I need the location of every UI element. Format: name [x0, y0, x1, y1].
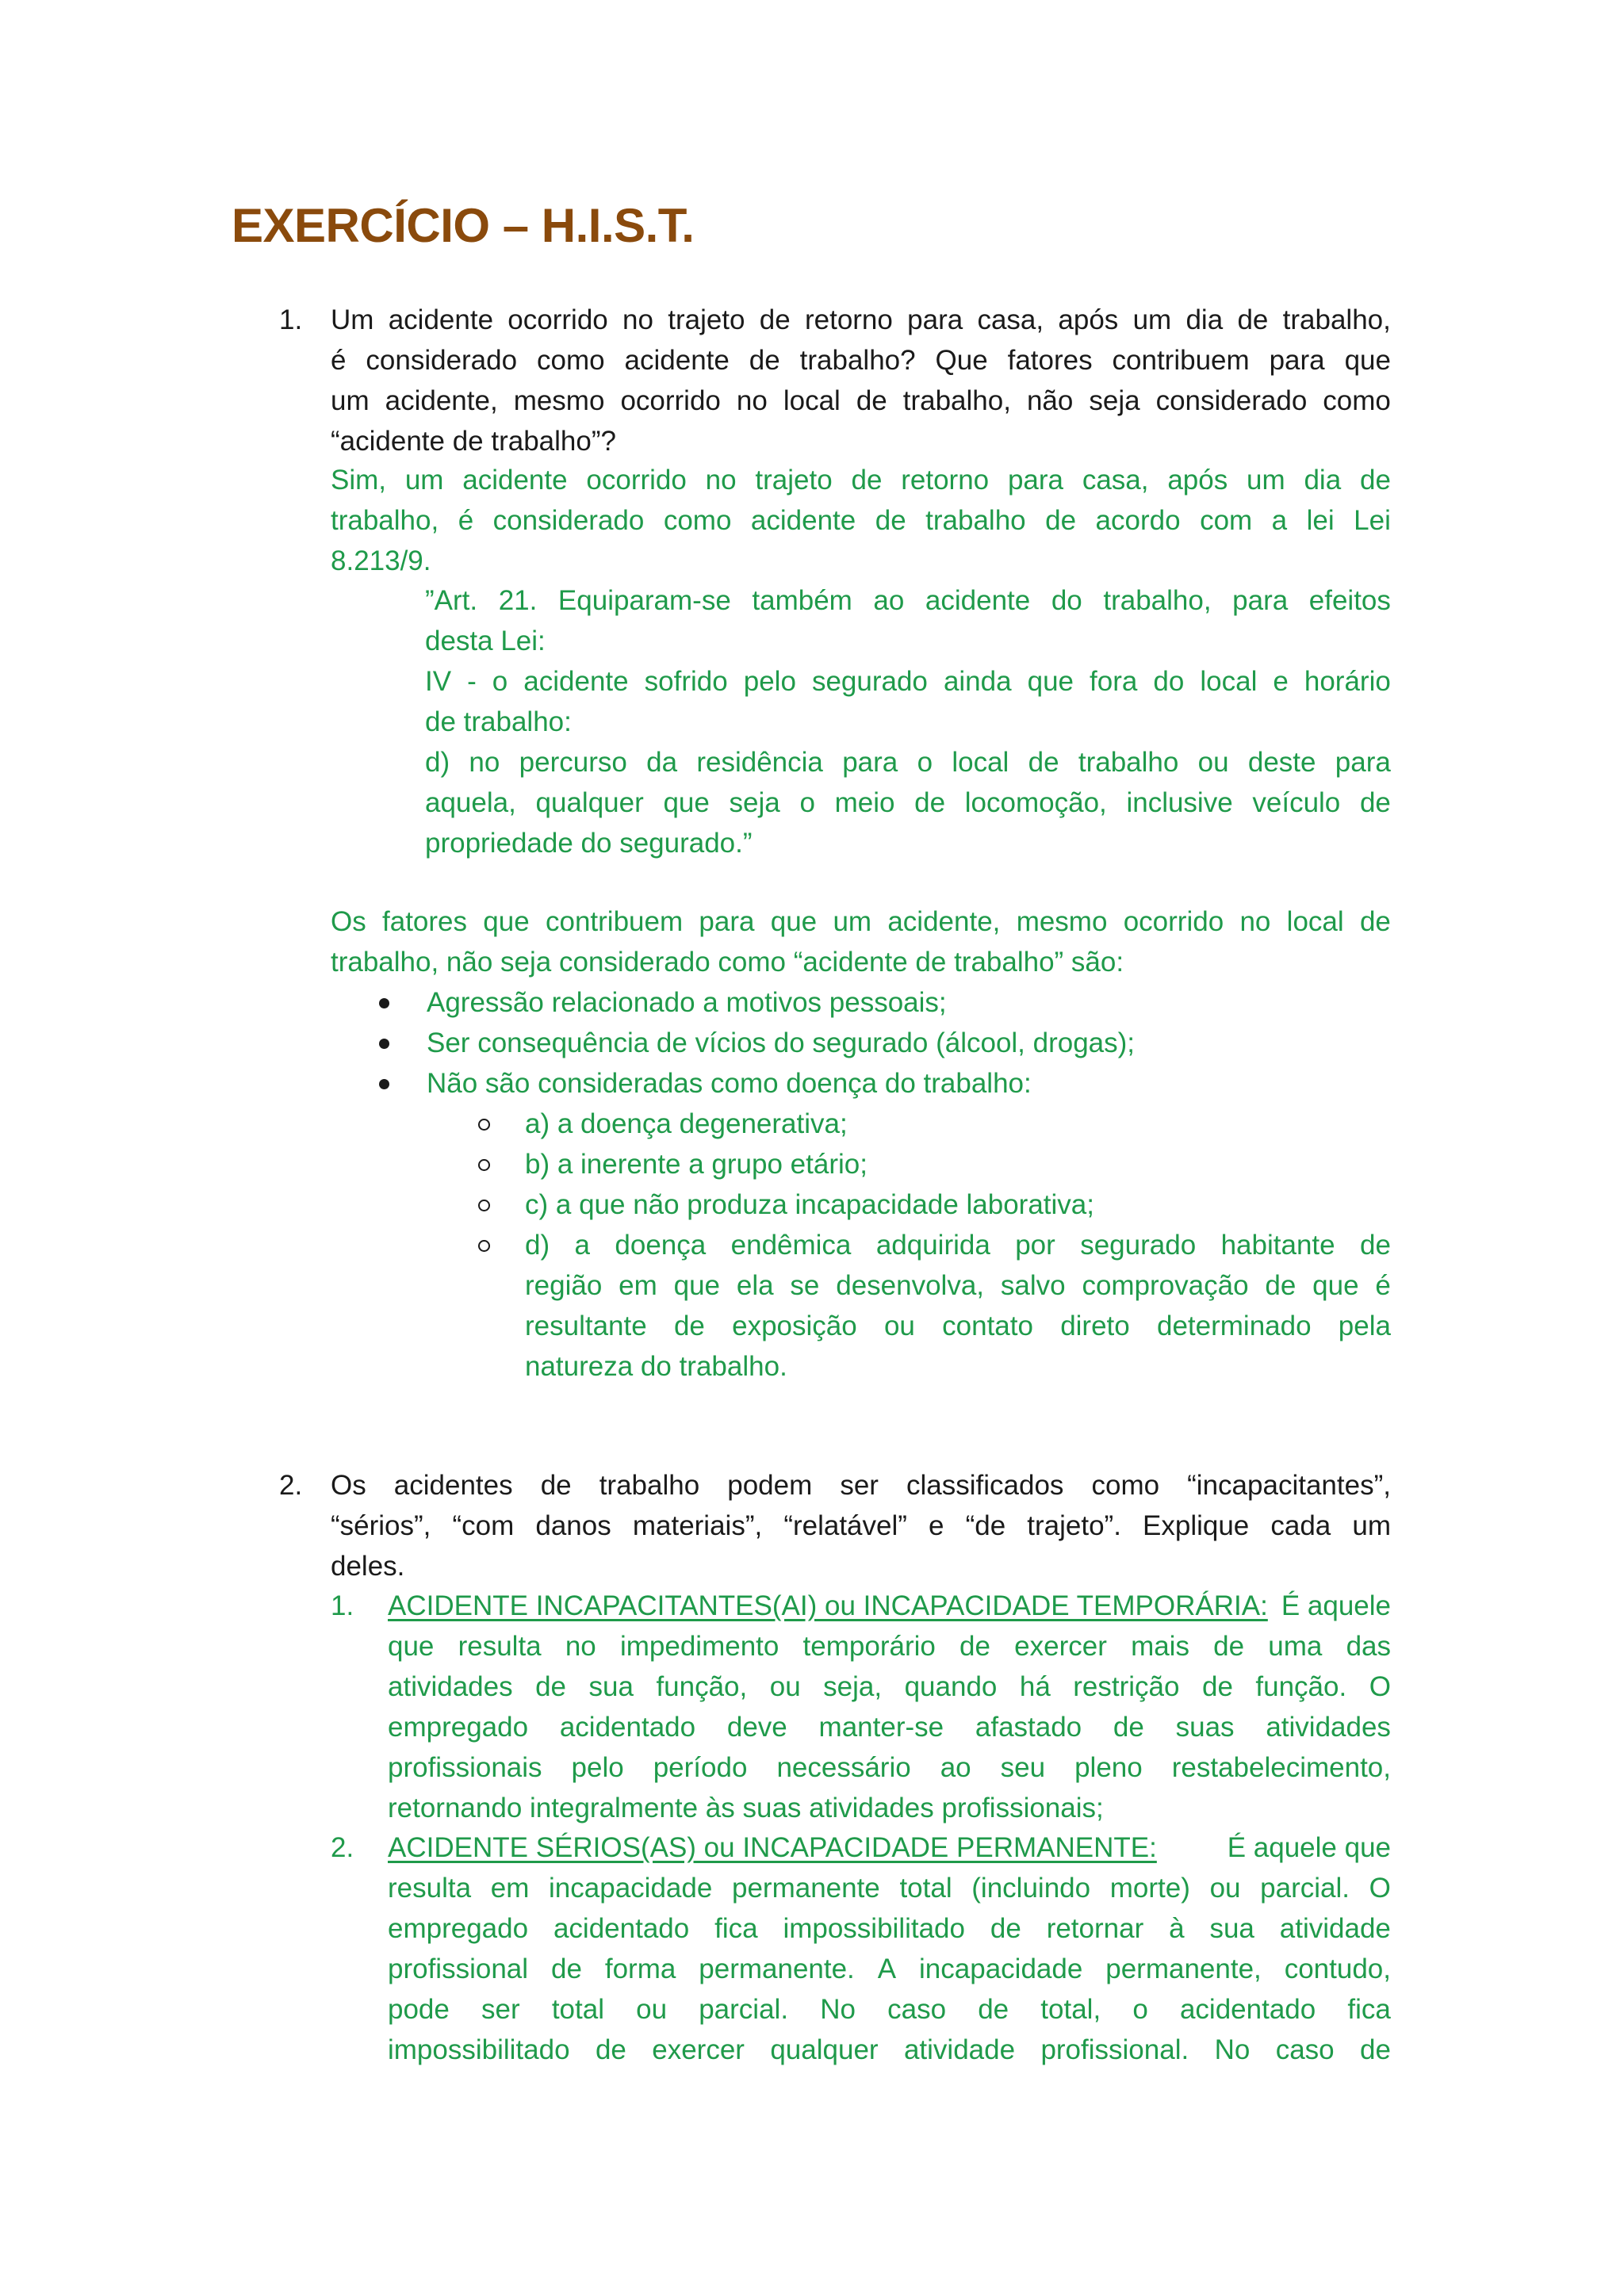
text-line: aquela, qualquer que seja o meio de locomoção, inclusive veículo de — [425, 787, 1391, 818]
text-line: Os fatores que contribuem para que um acidente, mesmo ocorrido no local de — [331, 906, 1391, 937]
sub-bullet-item-d — [525, 1225, 1391, 1387]
question-1-answer — [331, 460, 1391, 581]
text-line: resultante de exposição ou contato direto determinado pela — [525, 1311, 1391, 1341]
item-2-heading: ACIDENTE SÉRIOS(AS) ou INCAPACIDADE PERMANENTE: — [388, 1832, 1157, 1863]
sub-bullet-item: c) a que não produza incapacidade laborativa; — [525, 1189, 1094, 1220]
text-line: propriedade do segurado.” — [425, 828, 753, 859]
question-2-text — [331, 1465, 1391, 1586]
text-line: de trabalho: — [425, 706, 572, 737]
text-line: ”Art. 21. Equiparam-se também ao acidente do trabalho, para efeitos — [425, 585, 1391, 616]
bullet-dot-icon — [379, 1039, 389, 1049]
sub-bullet-circle-icon — [478, 1119, 490, 1131]
question-1-number: 1. — [279, 304, 303, 335]
question-2-number: 2. — [279, 1470, 303, 1501]
text-line: retornando integralmente às suas atividades profissionais; — [388, 1793, 1104, 1823]
text-line: Um acidente ocorrido no trajeto de retorno para casa, após um dia de trabalho, — [331, 304, 1391, 335]
text-line: é considerado como acidente de trabalho? Que fatores contribuem para que — [331, 345, 1391, 376]
text-line: d) a doença endêmica adquirida por segurado habitante de — [525, 1230, 1391, 1261]
text-line: “sérios”, “com danos materiais”, “relatável” e “de trajeto”. Explique cada um — [331, 1510, 1391, 1541]
sub-bullet-circle-icon — [478, 1200, 490, 1211]
law-quote — [425, 580, 1391, 863]
sub-bullet-circle-icon — [478, 1240, 490, 1252]
item-1-number: 1. — [331, 1590, 354, 1621]
question-1-text — [331, 300, 1391, 461]
factors-intro — [331, 901, 1391, 982]
bullet-dot-icon — [379, 998, 389, 1008]
sub-bullet-item: b) a inerente a grupo etário; — [525, 1149, 868, 1180]
text-line: pode ser total ou parcial. No caso de total, o acidentado fica — [388, 1994, 1391, 2025]
text-line: trabalho, não seja considerado como “acidente de trabalho” são: — [331, 947, 1124, 978]
text-line: empregado acidentado deve manter-se afastado de suas atividades — [388, 1712, 1391, 1743]
text-line: trabalho, é considerado como acidente de trabalho de acordo com a lei Lei — [331, 505, 1391, 536]
text-line: desta Lei: — [425, 626, 546, 656]
item-2-first-rest: É aquele que — [1227, 1832, 1391, 1863]
item-1-first-rest: É aquele — [1281, 1590, 1391, 1621]
text-line: Sim, um acidente ocorrido no trajeto de retorno para casa, após um dia de — [331, 465, 1391, 496]
text-line: natureza do trabalho. — [525, 1351, 787, 1382]
sub-bullet-circle-icon — [478, 1159, 490, 1171]
item-2-body — [388, 1827, 1391, 2070]
text-line: IV - o acidente sofrido pelo segurado ainda que fora do local e horário — [425, 666, 1391, 697]
text-line: empregado acidentado fica impossibilitado de retornar à sua atividade — [388, 1913, 1391, 1944]
text-line: resulta em incapacidade permanente total (incluindo morte) ou parcial. O — [388, 1873, 1391, 1904]
text-line: d) no percurso da residência para o local de trabalho ou deste para — [425, 747, 1391, 778]
sub-bullet-item: a) a doença degenerativa; — [525, 1108, 848, 1139]
text-line: “acidente de trabalho”? — [331, 426, 616, 457]
bullet-item: Ser consequência de vícios do segurado (álcool, drogas); — [427, 1027, 1136, 1058]
text-line: um acidente, mesmo ocorrido no local de trabalho, não seja considerado como — [331, 385, 1391, 416]
text-line: 8.213/9. — [331, 545, 431, 576]
text-line: Os acidentes de trabalho podem ser classificados como “incapacitantes”, — [331, 1470, 1391, 1501]
page-title: EXERCÍCIO – H.I.S.T. — [232, 199, 695, 252]
text-line: atividades de sua função, ou seja, quando há restrição de função. O — [388, 1671, 1391, 1702]
text-line: impossibilitado de exercer qualquer atividade profissional. No caso de — [388, 2034, 1391, 2065]
text-line: região em que ela se desenvolva, salvo comprovação de que é — [525, 1270, 1391, 1301]
bullet-item: Não são consideradas como doença do trabalho: — [427, 1068, 1032, 1099]
text-line — [388, 1586, 1391, 1626]
text-line — [388, 1827, 1391, 1868]
item-2-number: 2. — [331, 1832, 354, 1863]
text-line: profissional de forma permanente. A incapacidade permanente, contudo, — [388, 1954, 1391, 1984]
text-line: deles. — [331, 1551, 405, 1582]
item-1-body — [388, 1586, 1391, 1828]
bullet-dot-icon — [379, 1079, 389, 1089]
bullet-item: Agressão relacionado a motivos pessoais; — [427, 987, 947, 1018]
text-line: que resulta no impedimento temporário de exercer mais de uma das — [388, 1631, 1391, 1662]
item-1-heading: ACIDENTE INCAPACITANTES(AI) ou INCAPACIDADE TEMPORÁRIA: — [388, 1590, 1268, 1621]
text-line: profissionais pelo período necessário ao seu pleno restabelecimento, — [388, 1752, 1391, 1783]
